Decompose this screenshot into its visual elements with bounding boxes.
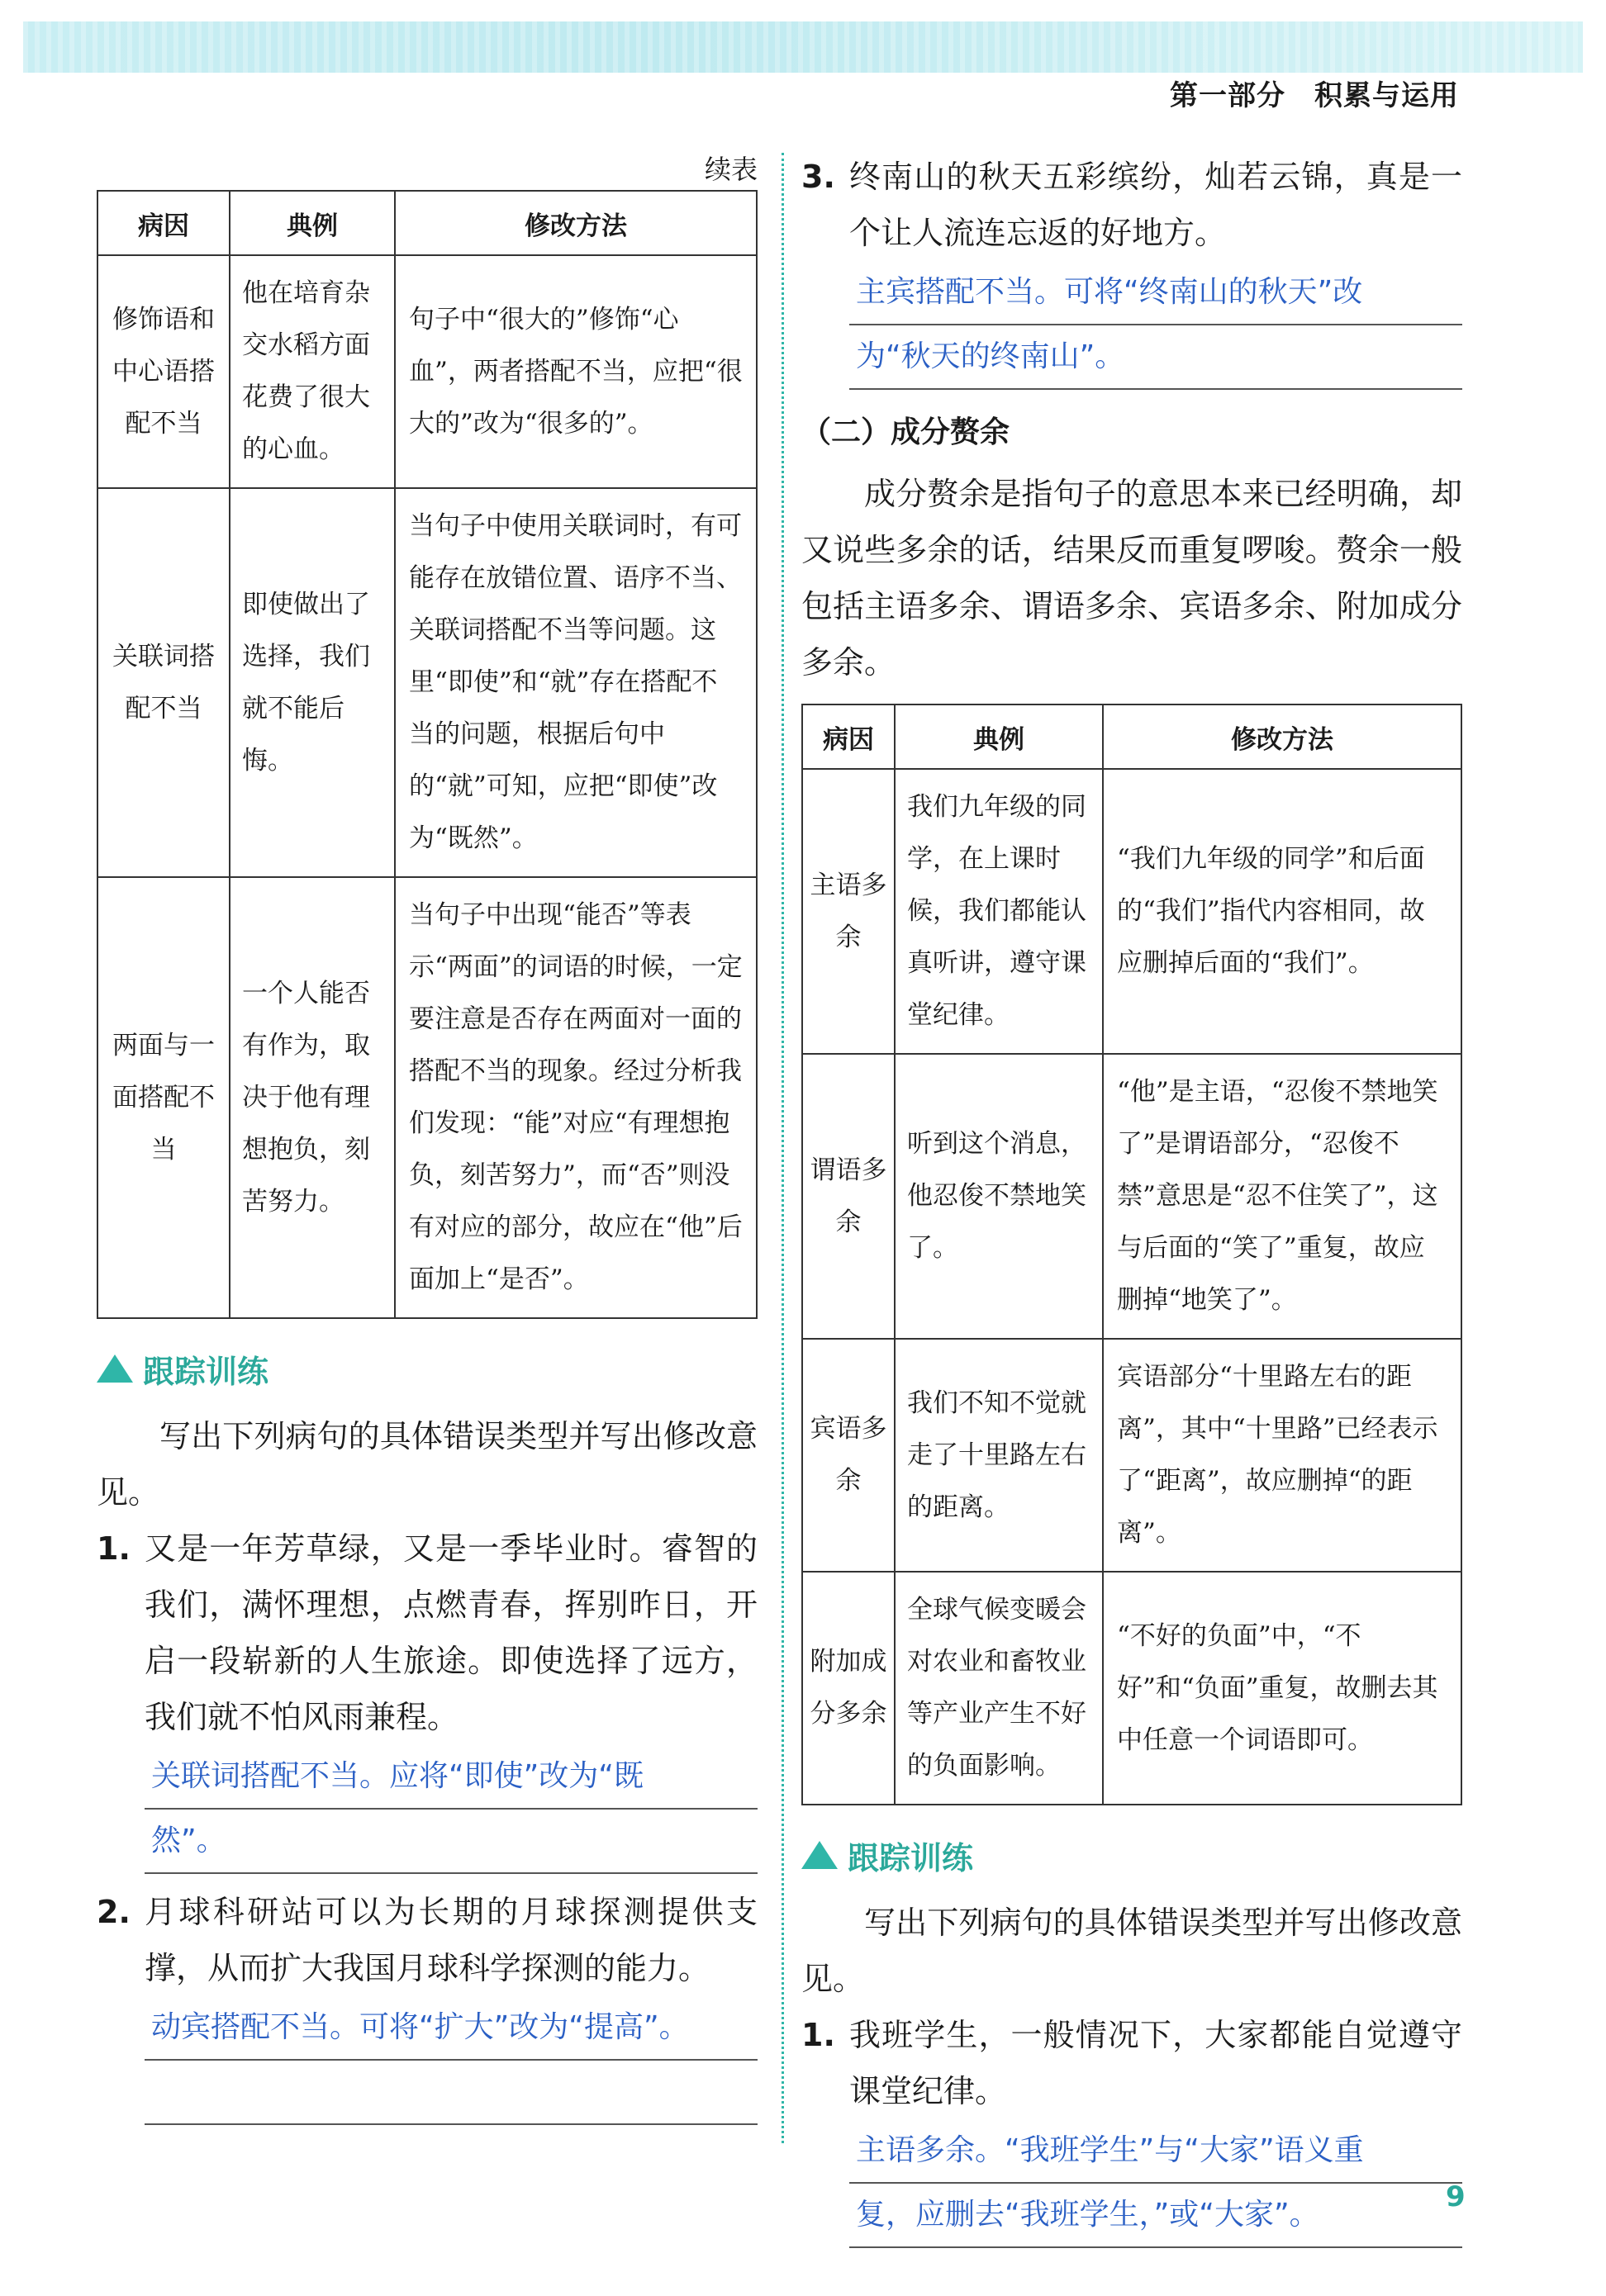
section-text: 成分赘余是指句子的意思本来已经明确，却又说些多余的话，结果反而重复啰唆。赘余一般包括主语多余、谓语多余、宾语多余、附加成分多余。 bbox=[801, 476, 1462, 681]
section-title: （二）成分赘余 bbox=[801, 415, 1010, 449]
header-example: 典例 bbox=[895, 704, 1103, 769]
practice-instruction: 写出下列病句的具体错误类型并写出修改意见。 bbox=[801, 1905, 1462, 1997]
question-number: 1. bbox=[97, 1530, 131, 1567]
question-number: 3. bbox=[801, 159, 835, 195]
practice-title-text: 跟踪训练 bbox=[143, 1353, 269, 1390]
triangle-icon bbox=[801, 1841, 838, 1869]
answer-line: 为“秋天的终南山”。 bbox=[849, 325, 1462, 390]
header-method: 修改方法 bbox=[1103, 704, 1461, 769]
question-1-right bbox=[801, 2007, 1462, 2119]
table-row bbox=[802, 1572, 1461, 1805]
row-cause: 两面与一面搭配不当 bbox=[97, 877, 230, 1318]
question-number: 1. bbox=[801, 2017, 835, 2053]
row-cause: 关联词搭配不当 bbox=[97, 488, 230, 877]
row-method: “他”是主语，“忍俊不禁地笑了”是谓语部分，“忍俊不禁”意思是“忍不住笑了”，这与后面的“笑了”重复，故应删掉“地笑了”。 bbox=[1103, 1054, 1461, 1339]
question-1 bbox=[97, 1520, 758, 1745]
row-example: 一个人能否有作为，取决于他有理想抱负，刻苦努力。 bbox=[230, 877, 395, 1318]
answer-line: 然”。 bbox=[145, 1810, 758, 1874]
practice-title-text: 跟踪训练 bbox=[848, 1839, 974, 1876]
header-cause: 病因 bbox=[802, 704, 895, 769]
redundancy-table bbox=[801, 704, 1462, 1805]
table-header-row bbox=[802, 704, 1461, 769]
page-number: 9 bbox=[1446, 2180, 1466, 2213]
table-row bbox=[97, 255, 757, 488]
question-text: 又是一年芳草绿，又是一季毕业时。睿智的我们，满怀理想，点燃青春，挥别昨日，开启一段崭新的人生旅途。即使选择了远方，我们就不怕风雨兼程。 bbox=[145, 1530, 758, 1735]
row-example: 我们不知不觉就走了十里路左右的距离。 bbox=[895, 1339, 1103, 1572]
header-cause: 病因 bbox=[97, 191, 230, 255]
row-example: 听到这个消息，他忍俊不禁地笑了。 bbox=[895, 1054, 1103, 1339]
row-cause: 谓语多余 bbox=[802, 1054, 895, 1339]
right-column bbox=[801, 149, 1462, 2248]
row-method: “不好的负面”中，“不好”和“负面”重复，故删去其中任意一个词语即可。 bbox=[1103, 1572, 1461, 1805]
question-text: 终南山的秋天五彩缤纷，灿若云锦，真是一个让人流连忘返的好地方。 bbox=[849, 159, 1462, 251]
row-method: 当句子中出现“能否”等表示“两面”的词语的时候，一定要注意是否存在两面对一面的搭配不当的现象。经过分析我们发现：“能”对应“有理想抱负，刻苦努力”，而“否”则没有对应的部分，故应在“他”后面加上“是否”。 bbox=[395, 877, 757, 1318]
row-cause: 主语多余 bbox=[802, 769, 895, 1054]
question-2 bbox=[97, 1884, 758, 1996]
header-method: 修改方法 bbox=[395, 191, 757, 255]
table-row bbox=[97, 877, 757, 1318]
table-row bbox=[802, 1339, 1461, 1572]
answer-line: 复，应删去“我班学生，”或“大家”。 bbox=[849, 2184, 1462, 2248]
row-example: 即使做出了选择，我们就不能后悔。 bbox=[230, 488, 395, 877]
question-text: 我班学生，一般情况下，大家都能自觉遵守课堂纪律。 bbox=[849, 2017, 1462, 2109]
row-method: 当句子中使用关联词时，有可能存在放错位置、语序不当、关联词搭配不当等问题。这里“即使”和“就”存在搭配不当的问题，根据后句中的“就”可知，应把“即使”改为“既然”。 bbox=[395, 488, 757, 877]
table-row bbox=[97, 488, 757, 877]
table-caption: 续表 bbox=[704, 154, 758, 185]
row-cause: 宾语多余 bbox=[802, 1339, 895, 1572]
blank-answer-line bbox=[145, 2061, 758, 2125]
table-header-row bbox=[97, 191, 757, 255]
answer-line: 关联词搭配不当。应将“即使”改为“既 bbox=[145, 1745, 758, 1810]
answer-line: 主语多余。“我班学生”与“大家”语义重 bbox=[849, 2119, 1462, 2184]
header-band bbox=[23, 21, 1583, 73]
answer-line: 动宾搭配不当。可将“扩大”改为“提高”。 bbox=[145, 1996, 758, 2061]
row-method: “我们九年级的同学”和后面的“我们”指代内容相同，故应删掉后面的“我们”。 bbox=[1103, 769, 1461, 1054]
page-header-title: 第一部分 积累与运用 bbox=[1170, 79, 1459, 112]
left-column bbox=[97, 149, 758, 2125]
row-example: 我们九年级的同学，在上课时候，我们都能认真听讲，遵守课堂纪律。 bbox=[895, 769, 1103, 1054]
error-type-table-continued bbox=[97, 190, 758, 1319]
row-method: 宾语部分“十里路左右的距离”，其中“十里路”已经表示了“距离”，故应删掉“的距离”。 bbox=[1103, 1339, 1461, 1572]
table-row bbox=[802, 769, 1461, 1054]
row-cause: 修饰语和中心语搭配不当 bbox=[97, 255, 230, 488]
practice-heading bbox=[801, 1824, 1462, 1886]
question-3 bbox=[801, 149, 1462, 261]
row-example: 全球气候变暖会对农业和畜牧业等产业产生不好的负面影响。 bbox=[895, 1572, 1103, 1805]
column-divider bbox=[782, 153, 784, 2143]
row-method: 句子中“很大的”修饰“心血”，两者搭配不当，应把“很大的”改为“很多的”。 bbox=[395, 255, 757, 488]
answer-line: 主宾搭配不当。可将“终南山的秋天”改 bbox=[849, 261, 1462, 325]
question-text: 月球科研站可以为长期的月球探测提供支撑，从而扩大我国月球科学探测的能力。 bbox=[145, 1894, 758, 1986]
row-example: 他在培育杂交水稻方面花费了很大的心血。 bbox=[230, 255, 395, 488]
triangle-icon bbox=[97, 1354, 133, 1383]
practice-instruction: 写出下列病句的具体错误类型并写出修改意见。 bbox=[97, 1418, 758, 1511]
table-row bbox=[802, 1054, 1461, 1339]
header-example: 典例 bbox=[230, 191, 395, 255]
row-cause: 附加成分多余 bbox=[802, 1572, 895, 1805]
practice-heading bbox=[97, 1337, 758, 1400]
question-number: 2. bbox=[97, 1894, 131, 1930]
